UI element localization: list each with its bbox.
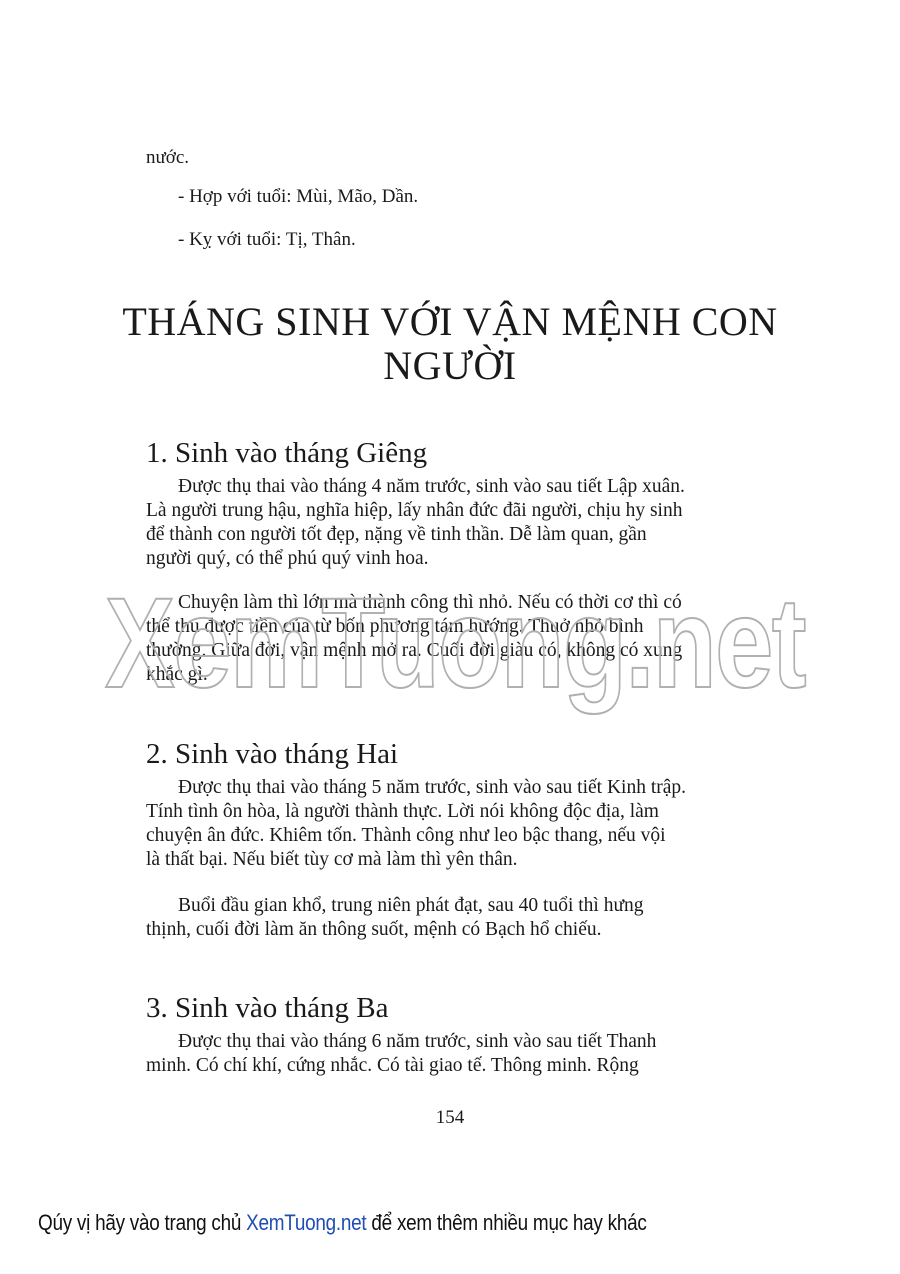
footer-text-after: để xem thêm nhiều mục hay khác xyxy=(366,1210,647,1235)
paragraph-line: là thất bại. Nếu biết tùy cơ mà làm thì yên thân. xyxy=(146,849,518,870)
paragraph-line: Được thụ thai vào tháng 5 năm trước, sinh vào sau tiết Kinh trập. xyxy=(178,777,687,798)
paragraph-line: Được thụ thai vào tháng 6 năm trước, sinh vào sau tiết Thanh xyxy=(178,1031,657,1052)
paragraph-line: người quý, có thể phú quý vinh hoa. xyxy=(146,548,429,569)
chapter-title-line-1: THÁNG SINH VỚI VẬN MỆNH CON xyxy=(122,299,778,344)
paragraph-line: khắc gì. xyxy=(146,664,208,685)
watermark-text: XemTuong.net xyxy=(105,575,807,715)
paragraph-line: Chuyện làm thì lớn mà thành công thì nhỏ. Nếu có thời cơ thì có xyxy=(178,592,682,613)
paragraph-line: Buổi đầu gian khổ, trung niên phát đạt, sau 40 tuổi thì hưng xyxy=(178,895,644,916)
section-heading: 2. Sinh vào tháng Hai xyxy=(146,738,399,770)
paragraph-line: chuyện ân đức. Khiêm tốn. Thành công như leo bậc thang, nếu vội xyxy=(146,825,666,846)
text-line: nước. xyxy=(146,147,190,168)
paragraph-line: thể thu được tiền của từ bốn phương tám hướng. Thuở nhỏ bình xyxy=(146,616,644,637)
page-number: 154 xyxy=(435,1107,465,1128)
text-line: - Kỵ với tuổi: Tị, Thân. xyxy=(178,229,356,250)
paragraph-line: thịnh, cuối đời làm ăn thông suốt, mệnh có Bạch hổ chiếu. xyxy=(146,919,602,940)
paragraph-line: Là người trung hậu, nghĩa hiệp, lấy nhân đức đãi người, chịu hy sinh xyxy=(146,500,683,521)
paragraph-line: để thành con người tốt đẹp, nặng về tinh thần. Dễ làm quan, gần xyxy=(146,524,647,545)
paragraph-line: Tính tình ôn hòa, là người thành thực. Lời nói không độc địa, làm xyxy=(146,801,659,822)
paragraph-line: thường. Giữa đời, vận mệnh mở ra. Cuối đời giàu có, không có xung xyxy=(146,640,683,661)
paragraph-line: minh. Có chí khí, cứng nhắc. Có tài giao tế. Thông minh. Rộng xyxy=(146,1055,639,1076)
section-heading: 3. Sinh vào tháng Ba xyxy=(146,992,389,1024)
text-line: - Hợp với tuổi: Mùi, Mão, Dần. xyxy=(178,186,419,207)
chapter-title-line-2: NGƯỜI xyxy=(383,343,517,388)
footer-promo xyxy=(38,1210,647,1236)
paragraph-line: Được thụ thai vào tháng 4 năm trước, sinh vào sau tiết Lập xuân. xyxy=(178,476,685,497)
footer-text-before: Qúy vị hãy vào trang chủ xyxy=(38,1210,247,1235)
footer-brand-link[interactable]: XemTuong.net xyxy=(246,1210,367,1235)
section-heading: 1. Sinh vào tháng Giêng xyxy=(146,437,428,469)
